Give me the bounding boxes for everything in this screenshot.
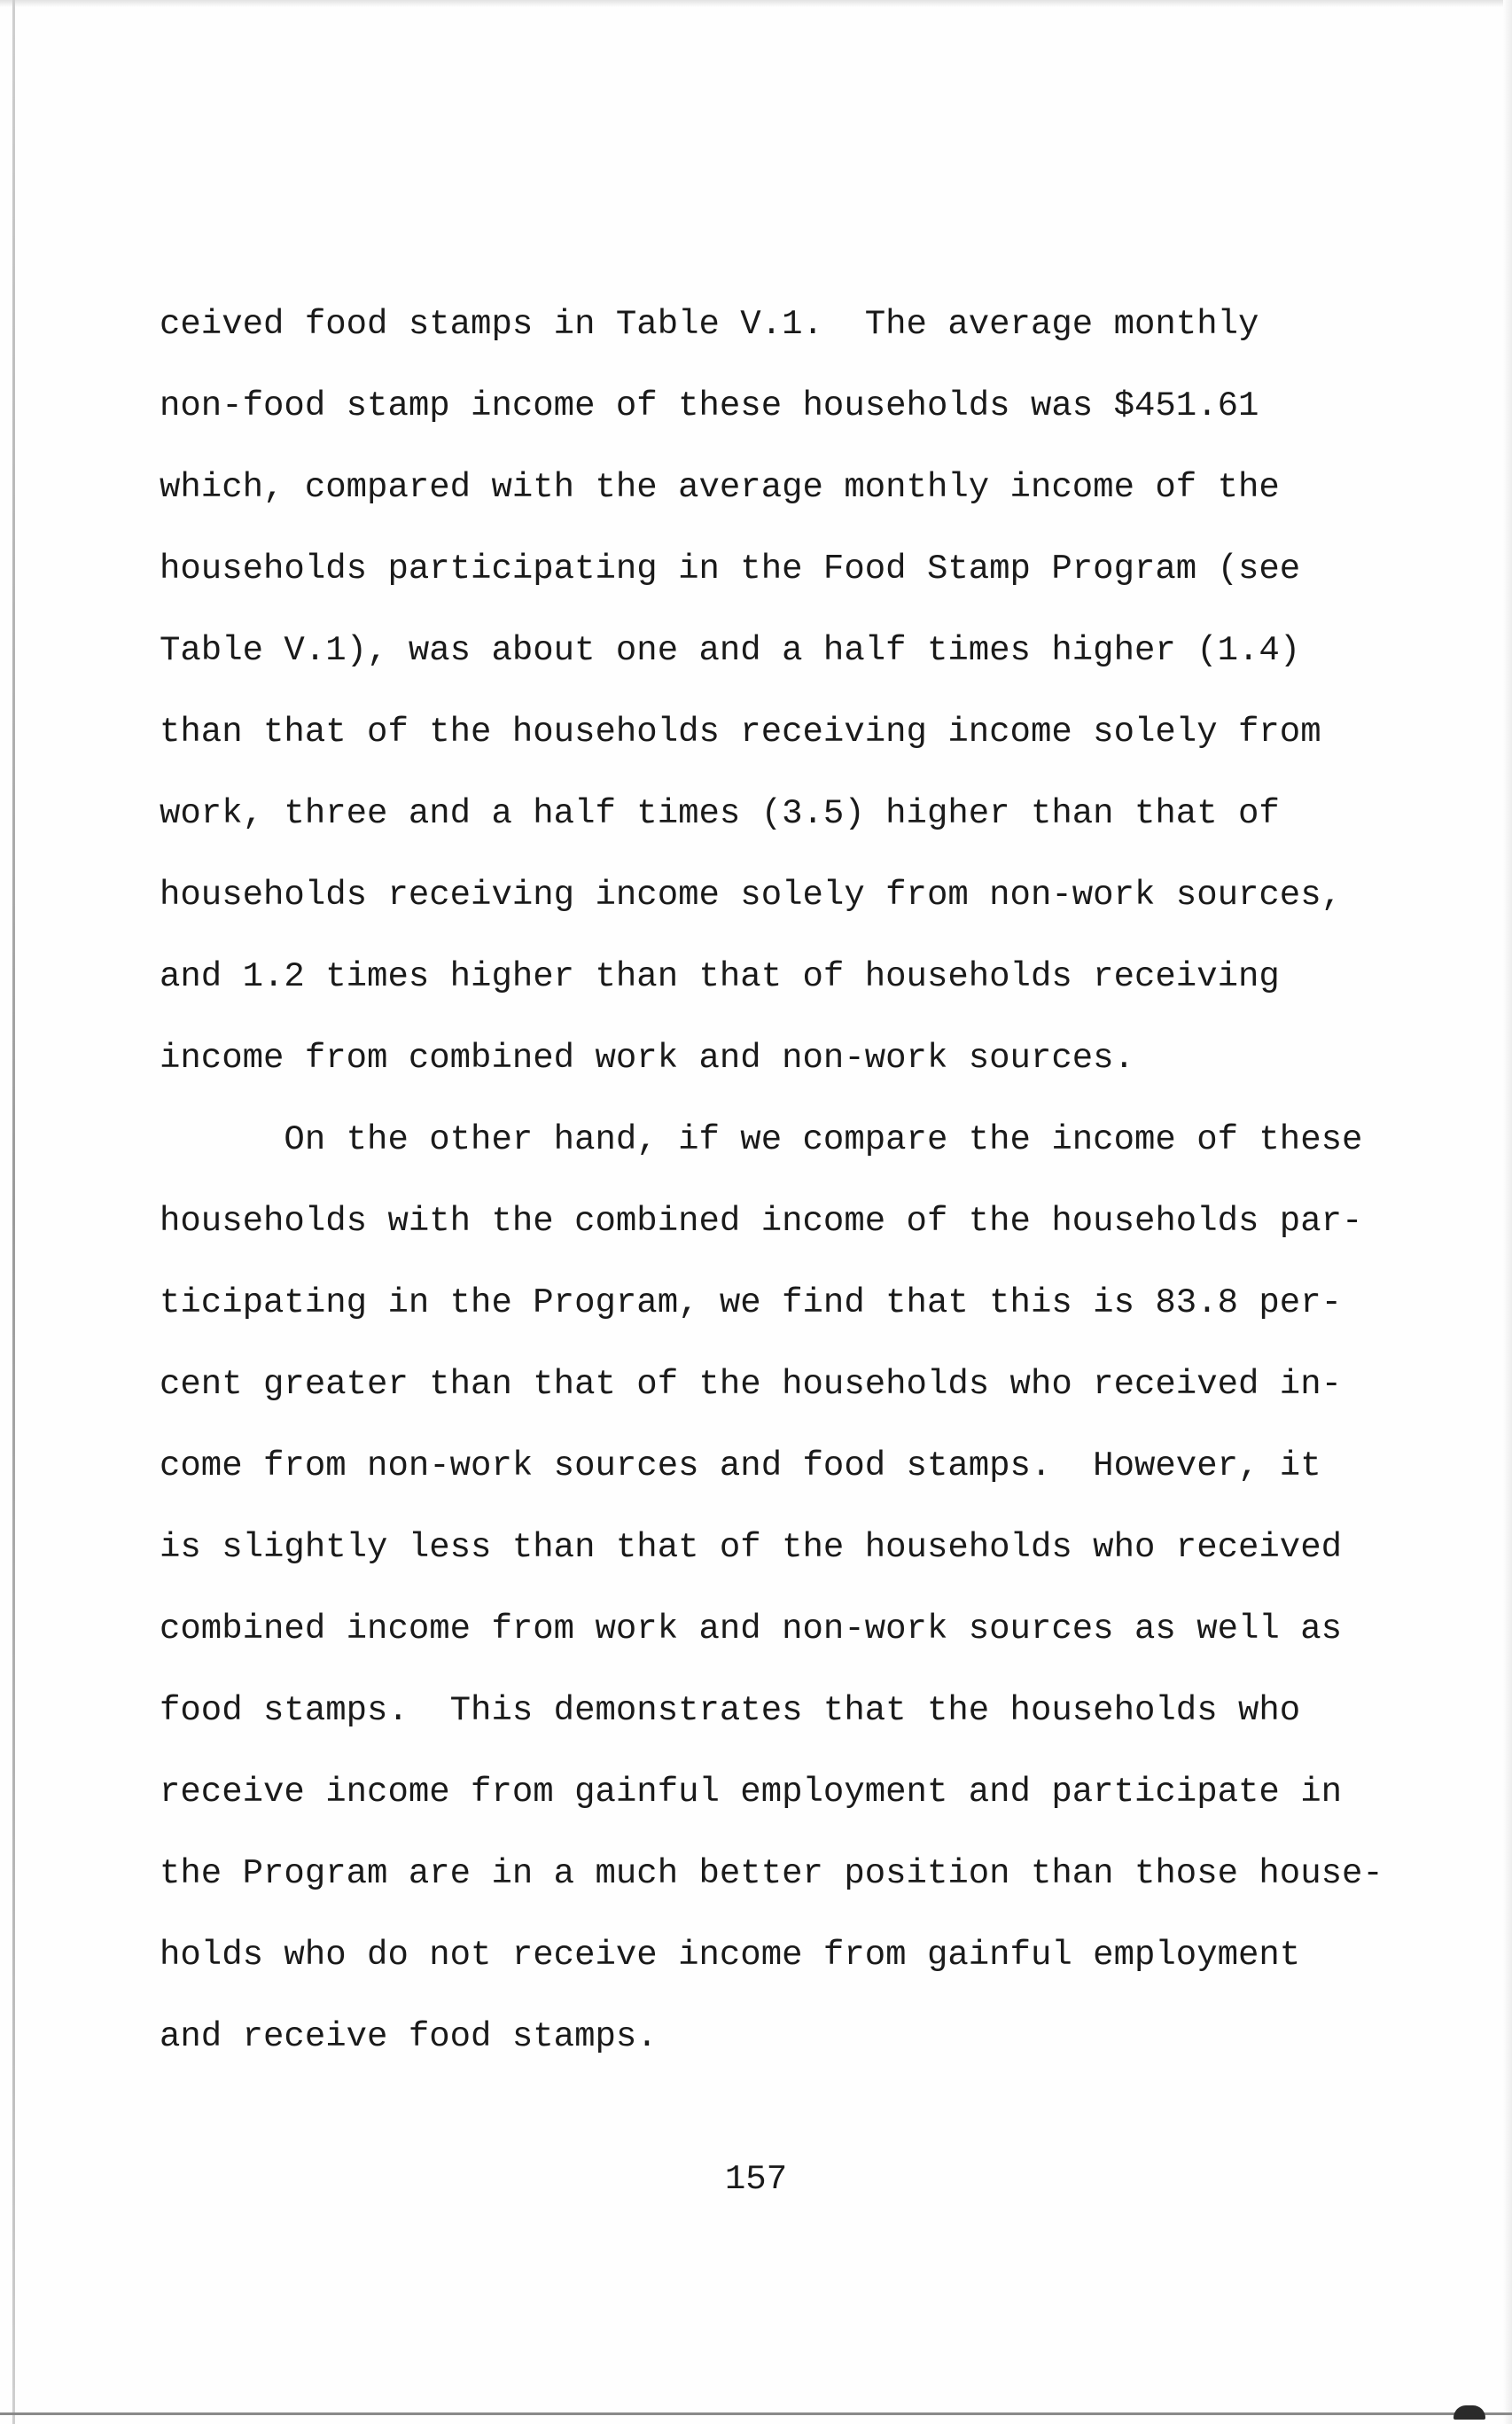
text-line: On the other hand, if we compare the income of these [160,1120,1363,1159]
text-line: ticipating in the Program, we find that this is 83.8 per- [160,1283,1343,1322]
page-bottom-rule [0,2412,1512,2415]
text-line: households participating in the Food Stamp Program (see [160,549,1301,588]
text-line: households receiving income solely from non-work sources, [160,876,1343,915]
page-right-edge [1503,0,1512,2424]
paragraph-2 [160,1099,1418,2077]
text-line: the Program are in a much better position than those house- [160,1854,1383,1893]
text-line: ceived food stamps in Table V.1. The average monthly [160,305,1259,344]
text-line: households with the combined income of the households par- [160,1202,1363,1241]
text-line: cent greater than that of the households who received in- [160,1365,1343,1404]
text-line: food stamps. This demonstrates that the households who [160,1691,1301,1730]
page-number: 157 [724,2160,788,2199]
text-line: which, compared with the average monthly income of the [160,468,1280,507]
body-text [160,284,1418,2077]
text-line: than that of the households receiving income solely from [160,713,1321,752]
page-left-edge [12,0,15,2424]
page-top-edge [0,0,1512,7]
text-line: income from combined work and non-work sources. [160,1039,1134,1078]
paragraph-1 [160,284,1418,1099]
text-line: holds who do not receive income from gainful employment [160,1936,1301,1975]
text-line: come from non-work sources and food stamps. However, it [160,1446,1321,1485]
text-line: and 1.2 times higher than that of households receiving [160,957,1280,996]
text-line: work, three and a half times (3.5) higher than that of [160,794,1280,833]
text-line: and receive food stamps. [160,2017,658,2056]
text-line: Table V.1), was about one and a half times higher (1.4) [160,631,1301,670]
text-line: non-food stamp income of these households was $451.61 [160,386,1259,425]
text-line: is slightly less than that of the households who received [160,1528,1343,1567]
scan-corner-mark [1454,2405,1485,2420]
text-line: combined income from work and non-work sources as well as [160,1610,1343,1648]
text-line: receive income from gainful employment and participate in [160,1773,1343,1812]
